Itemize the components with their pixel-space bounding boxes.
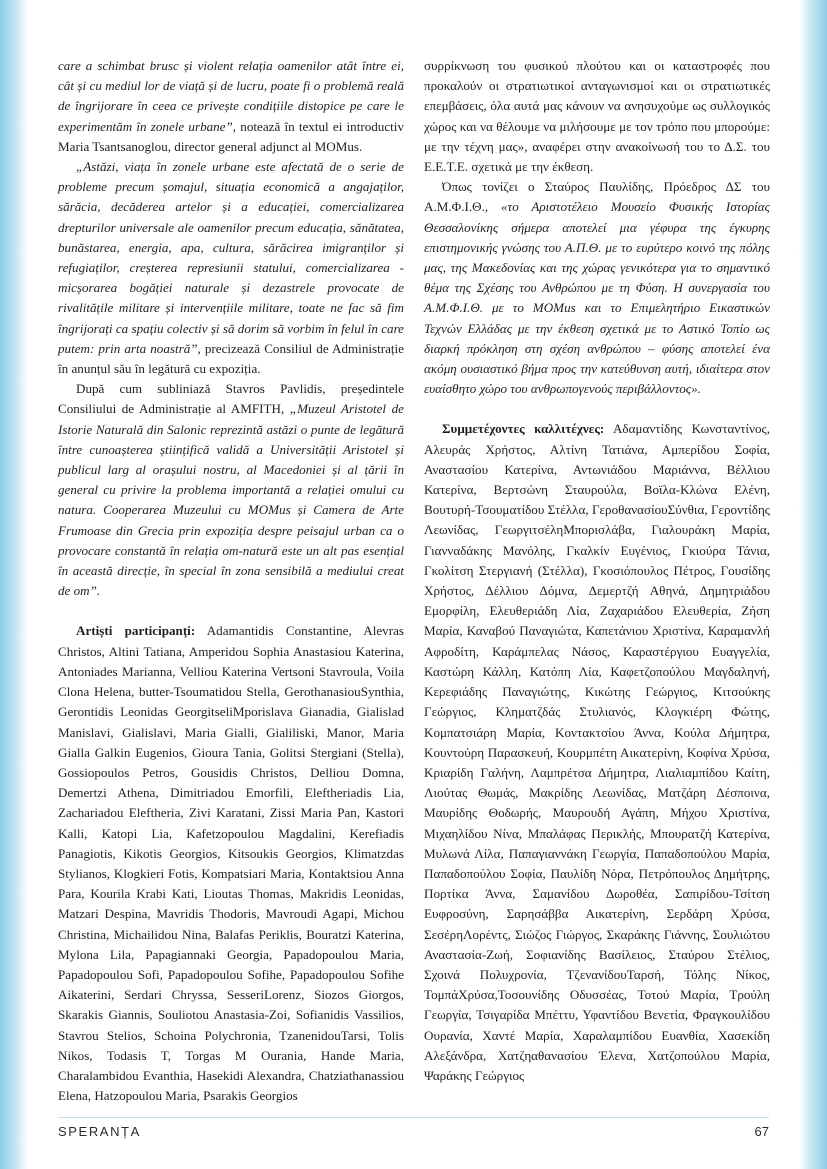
ro-artists-label: Artiști participanți: (76, 623, 196, 639)
gr-paragraph-1 (424, 56, 770, 177)
ro-attribution-2: precizează Consiliul de Administrație în anunțul său în legătură cu expoziția. (58, 340, 404, 377)
gr-intro-2: Όπως τονίζει ο Σταύρος Παυλίδης, Πρόεδρος ΔΣ του Α.Μ.Φ.Ι.Θ., (424, 179, 770, 215)
gr-paragraph-2 (424, 177, 770, 399)
left-decorative-border (0, 0, 28, 1169)
gr-artists-label: Συμμετέχοντες καλλιτέχνες: (442, 421, 605, 437)
ro-quote-1: care a schimbat brusc și violent relația oamenilor atât între ei, cât și cu mediul lor de viață și de lucru, poate fi o problemă reală de îngrijorare în ceea ce privește condițiile distopice pe care le experimentăm în zonele urbane”, (58, 58, 404, 134)
ro-paragraph-1 (58, 56, 404, 157)
ro-intro-3: După cum subliniază Stavros Pavlidis, președintele Consiliului de Administrație al AMFITH, (58, 381, 404, 417)
magazine-name: SPERANȚA (58, 1124, 141, 1139)
ro-artists-list: Adamantidis Constantine, Alevras Christos, Altini Tatiana, Amperidou Sophia Anastasiou Katerina, Antoniades Marianna, Velliou Katerina Vertsoni Stavroula, Voila Clona Helena, butter-Tsoumatidou Stella, GerothanasiouSynthia, Gerontidis Leonidas GeorgitseliMporislava Gianadia, Gialislad Manislavi, Gialislavi, Maria Gialli, Gialiliski, Manor, Maria Gialla Galkin Eugenios, Gioura Tania, Golitsi Stergiani (Stella), Gossiopoulos Petros, Gousidis Christos, Delliou Domna, Demertzi Athena, Dimitriadou Emorfili, Eleftheriadis Lia, Zachariadou Eleftheria, Zivi Karatani, Zissi Maria Pan, Kastori Kalli, Katopi Lia, Kafetzopoulou Magdalini, Kerefiadis Panagiotis, Kikotis Georgios, Kitsoukis Georgios, Klimatzdas Stylianos, Klogkieri Fotis, Kompatsiari Maria, Kontaktsiou Anna Para, Kourila Krabi Kati, Lioutas Thomas, Makridis Leonidas, Matzari Despina, Mavridis Thodoris, Mavroudi Agapi, Michou Christina, Michailidou Nina, Balafas Periklis, Bouratzi Katerina, Mylona Lila, Papagiannaki Georgia, Papadopoulou Maria, Papadopoulou Sofi, Papadopoulou Sofihe, Papadopoulou Sofihe Aikaterini, Serdari Chryssa, SesseriLorenz, Siozos Giorgos, Skarakis Giannis, Souliotou Anastasia-Zoi, Sofianidis Vassilios, Stavrou Stelios, Schoina Polychronia, TzanenidouTarsi, Tolis Nikos, Todasis T, Torgas M Ourania, Hande Maria, Charalambidou Evanthia, Hasekidi Alexandra, Chatziathanassiou Elena, Hatzopoulou Maria, Psarakis Georgios (58, 623, 404, 1104)
gr-artists-list: Αδαμαντίδης Κωνσταντίνος, Αλευράς Χρήστος, Αλτίνη Τατιάνα, Αμπερίδου Σοφία, Αναστασίου Κατερίνα, Αντωνιάδου Μαριάννα, Βέλλιου Κατερίνα, Βερτσώνη Σταυρούλα, Βοϊλα-Κλώνα Ελένη, Βουτυρή-Τσουματίδου Στέλλα, ΓεροθανασίουΣύνθια, Γεροντίδης Λεωνίδας, ΓεωργιτσέληΜπορισλάβα, Γιαλουράκη Μαρία, Γιανναδάκης Μανόλης, Γκαλκίν Ευγένιος, Γκιούρα Τάνια, Γκολίτση Στεργιανή (Στέλλα), Γκοσιόπουλος Πέτρος, Γουσίδης Χρήστος, Δέλλιου Δόμνα, Δεμερτζή Αθηνά, Δημητριάδου Εμορφίλη, Ελευθεριάδη Λία, Ζαχαριάδου Ελευθερία, Ζήση Μαρία, Καναβού Παναγιώτα, Καπετάνιου Χριστίνα, Καραμανλή Αφροδίτη, Καράμπελας Νάσος, Καραστέργιου Ευαγγελία, Καστώρη Κάλλη, Κατόπη Λία, Καφετζοπούλου Μαγδαληνή, Κερεφιάδης Παναγιώτης, Κικώτης Γεώργιος, Κιτσούκης Γεώργιος, Κληματζδάς Στυλιανός, Κλογκιέρη Φώτης, Κομπατσιάρη Μαρία, Κοντακτσίου Άννα, Κούλα Δήμητρα, Κουντούρη Παρασκευή, Κουρμπέτη Αικατερίνη, Κοφίνα Χρύσα, Κριαρίδη Γαλήνη, Λαμπρέτσα Δήμητρα, Λιαλιαμπίδου Καίτη, Λιούτας Θωμάς, Μακρίδης Λεωνίδας, Ματζάρη Δέσποινα, Μαυρίδης Θοδωρής, Μαυρουδή Αγάπη, Μήχου Χριστίνα, Μιχαηλίδου Νίνα, Μπαλάφας Περικλής, Μπουρατζή Κατερίνα, Μυλωνά Λίλα, Παπαγιαννάκη Γεωργία, Παπαδοπούλου Μαρία, Παπαδοπούλου Σοφία, Παυλίδη Νόρα, Πετρόπουλος Δημήτρης, Πορτίκα Άννα, Σαμανίδου Δωροθέα, Σαπιρίδου-Τσίτση Ευφροσύνη, Σαρησάββα Αικατερίνη, Σερδάρη Χρύσα, ΣεσέρηΛορέντς, Σιώζος Γιώργος, Σκαράκης Γιάννης, Σουλιώτου Αναστασία-Ζωή, Σοφιανίδης Βασίλειος, Σταύρου Στέλιος, Σχοινά Πολυχρονία, ΤζενανίδουΤαρσή, Τόλης Νίκος, ΤομπάΧρύσα,Τοσουνίδης Οδυσσέας, Τοτού Μαρία, Τρούλη Γεωργία, Τσιγαρίδα Μπέττυ, Υφαντίδου Βενετία, Φραγκουλίδου Ουρανία, Χαντέ Μαρία, Χαραλαμπίδου Ευανθία, Χασεκίδη Αλεξάνδρα, Χατζηαθανασίου Έλενα, Χατζοπούλου Μαρία, Ψαράκης Γεώργιος (424, 421, 770, 1083)
ro-artists-paragraph (58, 621, 404, 1106)
ro-paragraph-2 (58, 157, 404, 379)
right-column (424, 56, 770, 1086)
right-decorative-border (799, 0, 827, 1169)
ro-paragraph-3 (58, 379, 404, 601)
ro-quote-2: „Astăzi, viața în zonele urbane este afectată de o serie de probleme precum șomajul, situația economică a angajaților, sărăcia, decăderea artelor și a educației, comercializarea drepturilor universale ale oamenilor precum educația, sănătatea, bunăstarea, energia, apa, cultura, sărăcirea imigranților și refugiaților, creșterea represiunii statului, comercializarea - micșorarea bogăției naturale și dezastrele provocate de rivalitățile militare și intervențiile militare, toate ne fac să fim îngrijorați ca spațiu colectiv și să dorim să vorbim în felul în care putem: prin arta noastră”, (58, 159, 404, 356)
gr-text-1: συρρίκνωση του φυσικού πλούτου και οι καταστροφές που προκαλούν οι στρατιωτικοί ανταγωνισμοί και οι στρατιωτικές επεμβάσεις, όλα αυτά μας κάνουν να ανησυχούμε ως συλλογικός χώρος και να θέλουμε να μιλήσουμε με τον τρόπο που μπορούμε: με την τέχνη μας», αναφέρει στην ανακοίνωσή του το Δ.Σ. του Ε.Ε.Τ.Ε. σχετικά με την έκθεση. (424, 58, 770, 175)
left-column (58, 56, 404, 1106)
page-footer (58, 1117, 769, 1146)
gr-artists-paragraph (424, 419, 770, 1086)
gr-quote-2: «το Αριστοτέλειο Μουσείο Φυσικής Ιστορίας Θεσσαλονίκης σήμερα αποτελεί μια γέφυρα της έγκυρης επιστημονικής γνώσης του Α.Π.Θ. με το ευρύτερο κοινό της πόλης μας, της Μακεδονίας και της χώρας γενικότερα για το σημαντικό θέμα της Σχέσης του Ανθρώπου με τη Φύση. Η συνεργασία του Α.Μ.Φ.Ι.Θ. με το MOMus και το Επιμελητήριο Εικαστικών Τεχνών Ελλάδας με την έκθεση σχετικά με το Αστικό Τοπίο ως διαρκή πρόκληση στη σχέση ανθρώπου – φύσης αποτελεί ένα ακόμη ουσιαστικό βήμα προς την κατεύθυνση αυτή, ιδιαίτερα στον ευαίσθητο χώρο του ανθρωπογενούς περιβάλλοντος». (424, 199, 770, 397)
ro-attribution-1: notează în textul ei introductiv Maria Tsantsanoglou, director general adjunct al MOMus. (58, 118, 404, 154)
page-number: 67 (754, 1124, 769, 1139)
ro-quote-3: „Muzeul Aristotel de Istorie Naturală din Salonic reprezintă astăzi o punte de legătură între cunoașterea științifică validă a Universității Aristotel și publicul larg al orașului nostru, al Macedoniei și al țării în general cu privire la problema importantă a relației omului cu natura. Cooperarea Muzeului cu MOMus și Camera de Arte Frumoase din Grecia prin expoziția despre peisajul urban ca o provocare constantă în relația om-natură este un alt pas esențial în această direcție, în special în zona sensibilă a mediului creat de om”. (58, 401, 404, 599)
